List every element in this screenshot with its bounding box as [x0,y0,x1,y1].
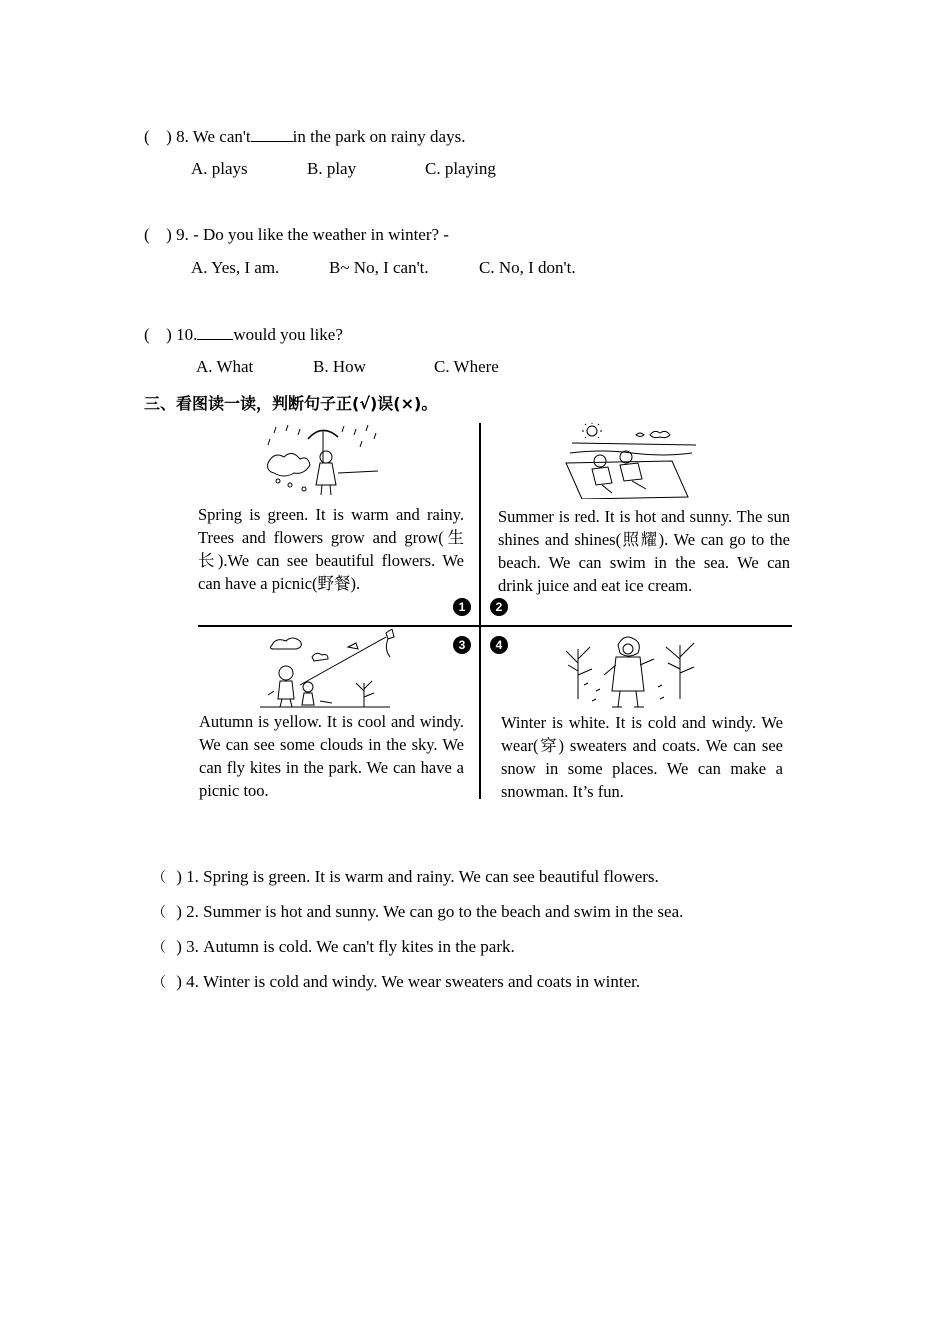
winter-picture [562,629,702,713]
vertical-divider [479,423,481,799]
statement-2 [152,902,683,922]
statement-4 [152,972,640,992]
question-10-option-c: C. Where [434,357,499,376]
panel-2-text: Summer is red. It is hot and sunny. The sun shines and shines(照耀). We can go to the beach. We can swim in the sea. We can drink juice and eat ice cream. [498,507,790,595]
statement-text: ) 1. Spring is green. It is warm and rainy. We can see beautiful flowers. [176,867,659,886]
question-8-option-a: A. plays [191,159,248,178]
answer-paren-open: ( [144,127,150,146]
statement-1 [152,867,659,887]
statement-text: ) 2. Summer is hot and sunny. We can go to the beach and swim in the sea. [176,902,684,921]
question-number: 10. [176,325,198,344]
question-stem: - Do you like the weather in winter? - [193,225,449,244]
question-number: 8. [176,127,189,146]
statement-3 [152,937,515,957]
autumn-picture [260,629,410,709]
answer-paren-close: ) [166,127,172,146]
question-10-stem [144,324,343,345]
panel-1-badge: 1 [453,598,471,616]
question-9-stem [144,225,449,245]
question-stem-after: in the park on rainy days. [292,127,466,146]
question-8-option-c: C. playing [425,159,496,178]
panel-3-text: Autumn is yellow. It is cool and windy. We can see some clouds in the sky. We can fly kites in the park. We can have a picnic too. [199,712,464,800]
answer-paren-close: ) [166,325,172,344]
fill-blank [197,324,233,340]
answer-paren-open: （ [152,870,166,886]
horizontal-divider [198,625,792,627]
answer-paren-open: （ [152,905,166,921]
statement-text: ) 4. Winter is cold and windy. We wear sweaters and coats in winter. [176,972,641,991]
question-number: 9. [176,225,189,244]
fill-blank [251,126,293,142]
statement-text: ) 3. Autumn is cold. We can't fly kites in the park. [176,937,515,956]
answer-paren-open: （ [152,975,166,991]
question-stem-before: We can't [192,127,251,146]
question-8-stem [144,126,465,147]
answer-paren-open: （ [152,940,166,956]
question-9-option-b: B~ No, I can't. [329,258,429,277]
question-9-option-a: A. Yes, I am. [191,258,280,277]
summer-picture [562,423,702,499]
panel-2-badge: 2 [490,598,508,616]
question-9-option-c: C. No, I don't. [479,258,576,277]
panel-3-badge: 3 [453,636,471,654]
panel-4-badge: 4 [490,636,508,654]
answer-paren-open: ( [144,225,150,244]
section-3-title: 三、看图读一读，判断句子正(√)误(×)。 [144,394,438,413]
spring-picture [264,423,384,499]
answer-paren-close: ) [166,225,172,244]
panel-4-text: Winter is white. It is cold and windy. We wear(穿) sweaters and coats. We can see snow in some places. We can make a snowman. It’s fun. [501,713,783,801]
question-10-option-b: B. How [313,357,366,376]
question-8-option-b: B. play [307,159,357,178]
panel-1-text: Spring is green. It is warm and rainy. Trees and flowers grow and grow(生长).We can see beautiful flowers. We can have a picnic(野餐). [198,505,464,593]
question-10-option-a: A. What [196,357,254,376]
question-stem-after: would you like? [233,325,343,344]
answer-paren-open: ( [144,325,150,344]
reading-picture-grid [196,423,792,803]
